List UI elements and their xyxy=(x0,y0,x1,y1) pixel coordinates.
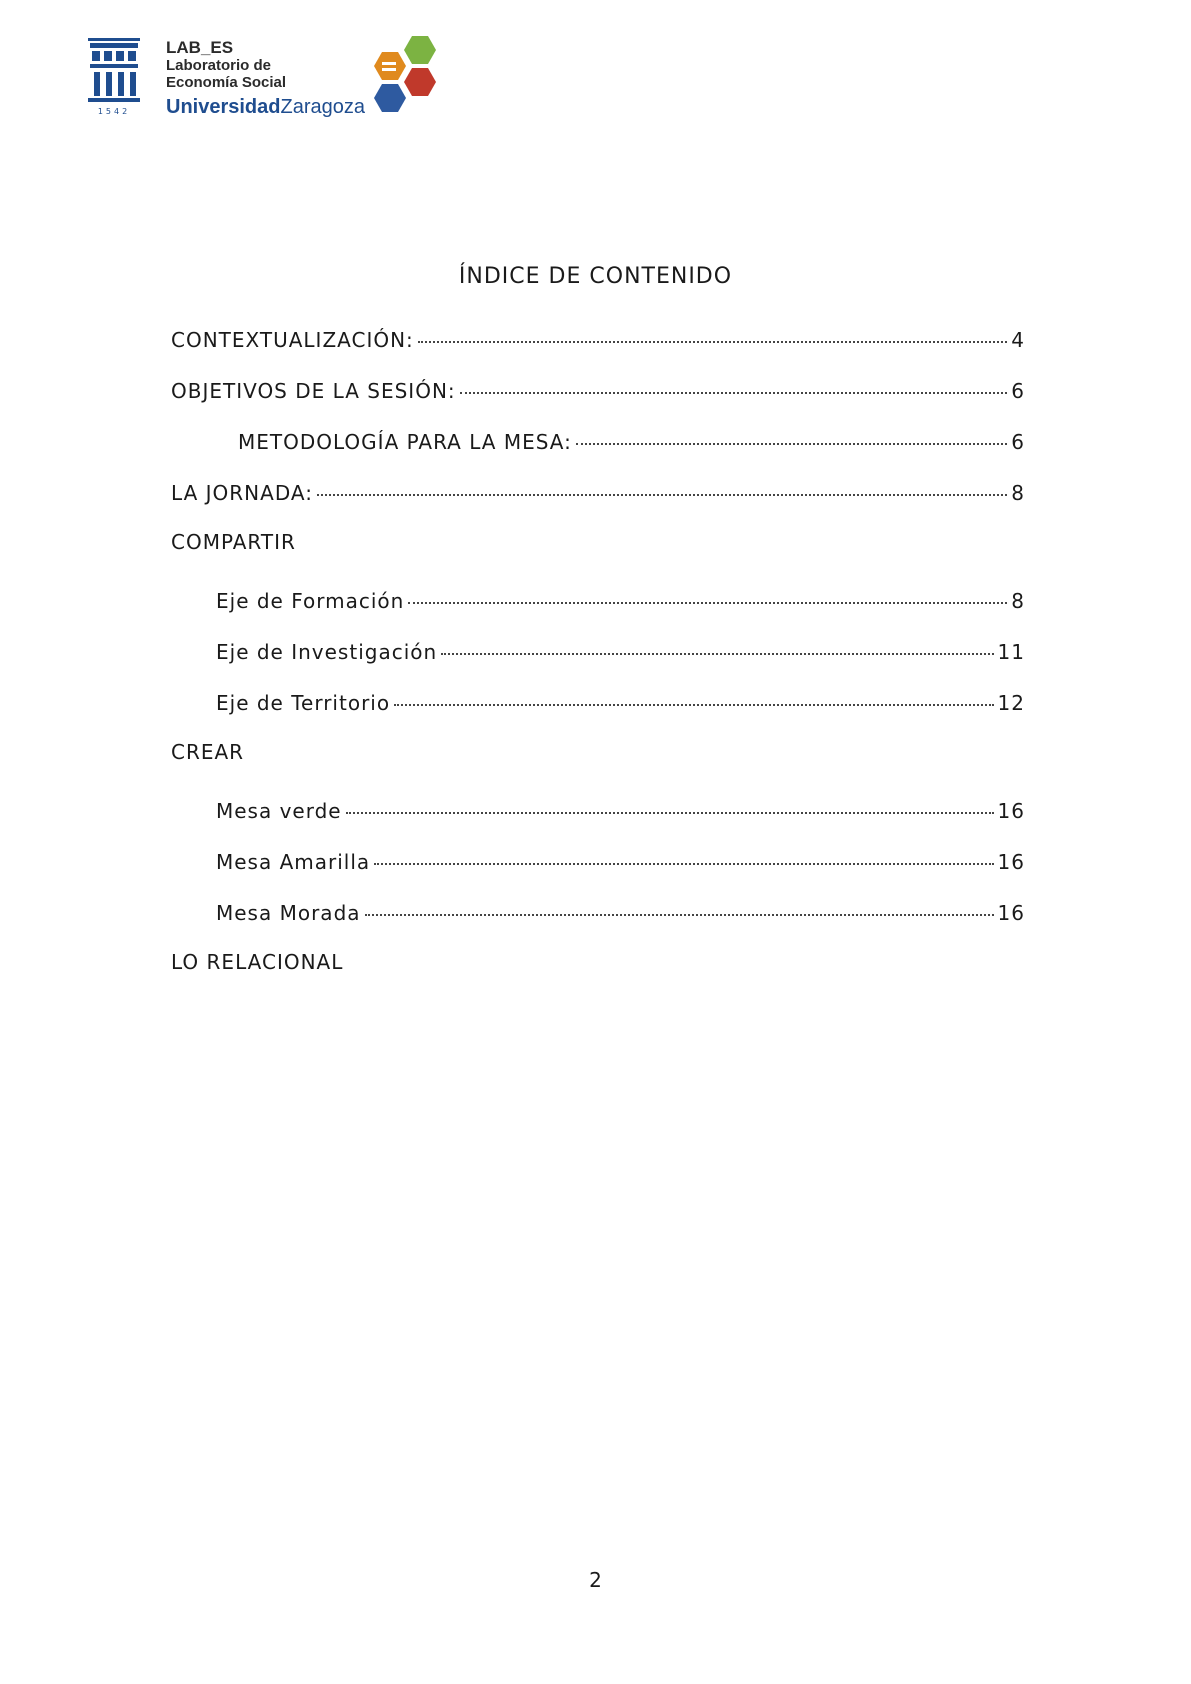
toc-entry-label: METODOLOGÍA PARA LA MESA: xyxy=(238,430,572,454)
toc-entry[interactable] xyxy=(171,376,1025,404)
toc-entry[interactable] xyxy=(216,898,1025,926)
toc-entry-label: CONTEXTUALIZACIÓN: xyxy=(171,328,414,352)
dot-leader xyxy=(418,321,1007,343)
dot-leader xyxy=(365,894,994,916)
toc-entry[interactable] xyxy=(216,586,1025,614)
toc-entry[interactable] xyxy=(216,847,1025,875)
dot-leader xyxy=(460,372,1008,394)
toc-section-heading[interactable]: COMPARTIR xyxy=(171,530,296,554)
dot-leader xyxy=(374,843,993,865)
toc-entry-label: Mesa verde xyxy=(216,799,342,823)
brand-universidad: Universidad xyxy=(166,96,281,118)
toc-entry-page: 8 xyxy=(1011,589,1025,613)
toc-entry[interactable] xyxy=(216,796,1025,824)
dot-leader xyxy=(408,582,1007,604)
dot-leader xyxy=(394,684,993,706)
dot-leader xyxy=(441,633,993,655)
brand-line-3: Economía Social xyxy=(166,74,287,91)
toc-entry[interactable] xyxy=(216,637,1025,665)
toc-section-heading[interactable]: LO RELACIONAL xyxy=(171,950,344,974)
toc-entry-page: 4 xyxy=(1011,328,1025,352)
toc-section-heading[interactable]: CREAR xyxy=(171,740,245,764)
toc-entry[interactable] xyxy=(171,478,1025,506)
toc-entry-label: Eje de Investigación xyxy=(216,640,438,664)
toc-entry-label: Eje de Formación xyxy=(216,589,405,613)
toc-entry-label: LA JORNADA: xyxy=(171,481,313,505)
toc-entry-page: 11 xyxy=(997,640,1025,664)
toc-entry-page: 6 xyxy=(1011,379,1025,403)
brand-line-1: LAB_ES xyxy=(166,38,234,57)
toc-entry-page: 12 xyxy=(997,691,1025,715)
brand-zaragoza: Zaragoza xyxy=(280,96,365,118)
toc-entry-label: Mesa Morada xyxy=(216,901,361,925)
toc-entry-label: Mesa Amarilla xyxy=(216,850,371,874)
toc-entry-page: 16 xyxy=(997,850,1025,874)
toc-entry-label: Eje de Territorio xyxy=(216,691,391,715)
toc-entry-page: 16 xyxy=(997,901,1025,925)
dot-leader xyxy=(576,423,1007,445)
toc-entry-page: 16 xyxy=(997,799,1025,823)
dot-leader xyxy=(317,474,1007,496)
crest-year: 1542 xyxy=(97,107,131,116)
brand-line-2: Laboratorio de xyxy=(166,57,272,74)
toc-entry[interactable] xyxy=(238,427,1025,455)
toc-title: ÍNDICE DE CONTENIDO xyxy=(458,264,733,289)
toc-entry[interactable] xyxy=(171,325,1025,353)
toc-entry-page: 8 xyxy=(1011,481,1025,505)
toc-entry-page: 6 xyxy=(1011,430,1025,454)
toc-entry-label: OBJETIVOS DE LA SESIÓN: xyxy=(171,379,456,403)
dot-leader xyxy=(346,792,994,814)
toc-entry[interactable] xyxy=(216,688,1025,716)
page-number: 2 xyxy=(589,1568,602,1592)
